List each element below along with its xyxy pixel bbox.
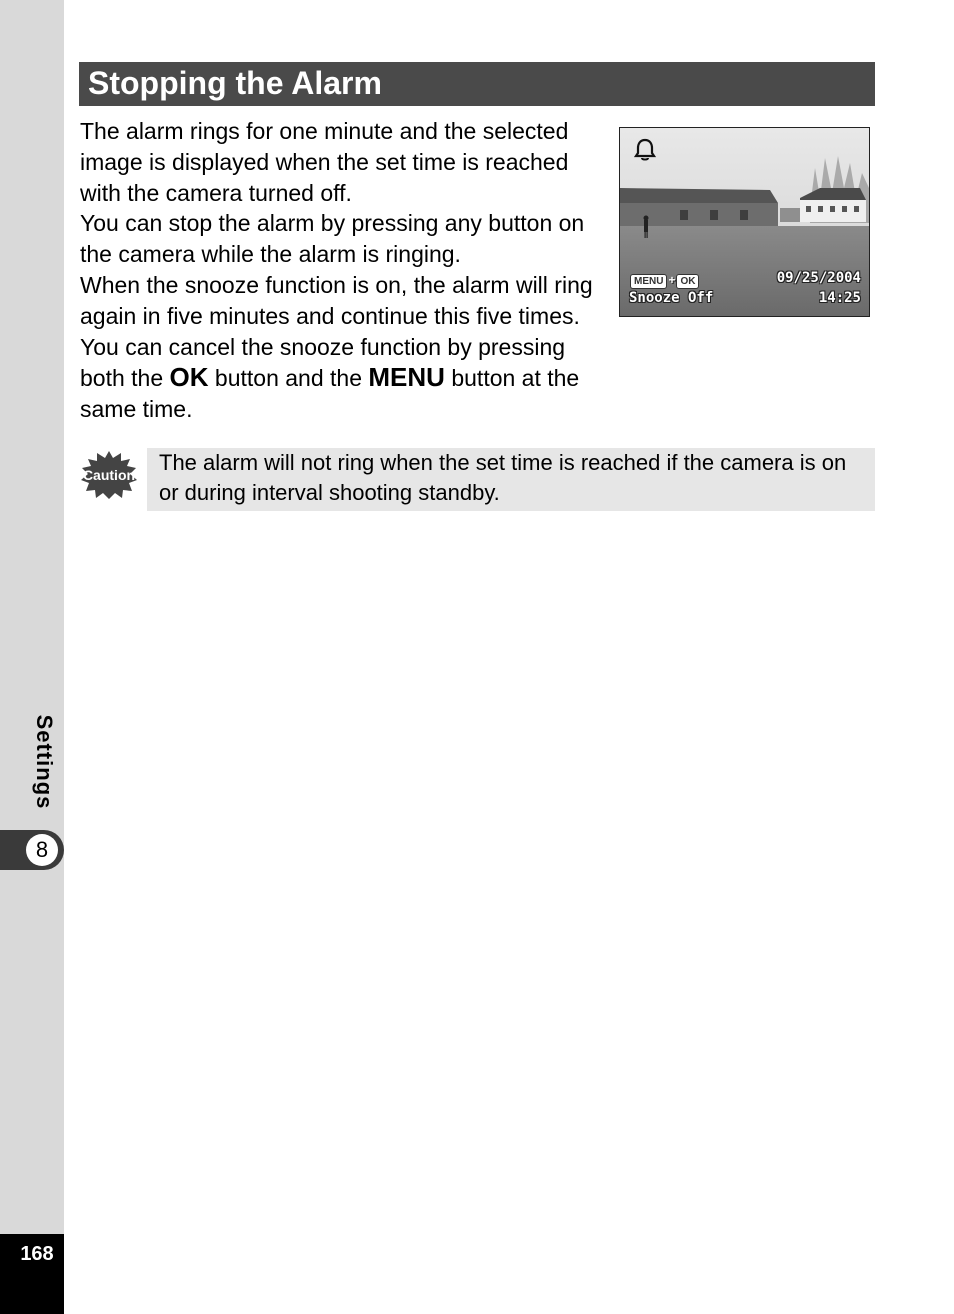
caution-box	[147, 448, 875, 511]
menu-key-label: MENU	[368, 362, 445, 393]
alarm-time: 14:25	[818, 290, 861, 306]
menu-ok-indicator	[630, 271, 699, 289]
snooze-text-after: button at the same time.	[80, 365, 580, 423]
title-bar	[79, 62, 875, 106]
caution-icon	[80, 450, 138, 500]
snooze-text-before: When the snooze function is on, the alarm will ring again in five minutes and continue this five times. You can cancel the snooze function by pressing both the	[80, 271, 593, 392]
menu-chip: MENU	[630, 274, 667, 289]
paragraph-alarm-rings: The alarm rings for one minute and the selected image is displayed when the set time is reached with the camera turned off.	[80, 118, 569, 206]
caution-text: The alarm will not ring when the set time is reached if the camera is on or during interval shooting standby.	[159, 450, 847, 505]
paragraph-stop-alarm: You can stop the alarm by pressing any button on the camera while the alarm is ringing.	[80, 210, 585, 268]
page-title: Stopping the Alarm	[88, 65, 382, 101]
body-text	[80, 116, 610, 425]
page-number: 168	[20, 1243, 54, 1265]
paragraph-snooze	[80, 270, 610, 425]
section-label: Settings	[32, 714, 57, 810]
ok-key-label: OK	[169, 362, 209, 393]
camera-screen-image	[619, 127, 870, 317]
ok-chip: OK	[676, 274, 699, 289]
snooze-text-middle: button and the	[208, 365, 369, 392]
caution-icon-label: Caution	[82, 467, 136, 483]
sidebar-strip	[0, 0, 64, 1314]
plus-sign: +	[668, 273, 676, 287]
snooze-status: Snooze Off	[629, 290, 714, 306]
alarm-date: 09/25/2004	[776, 270, 861, 286]
bell-icon	[634, 138, 656, 162]
chapter-number: 8	[26, 834, 58, 866]
